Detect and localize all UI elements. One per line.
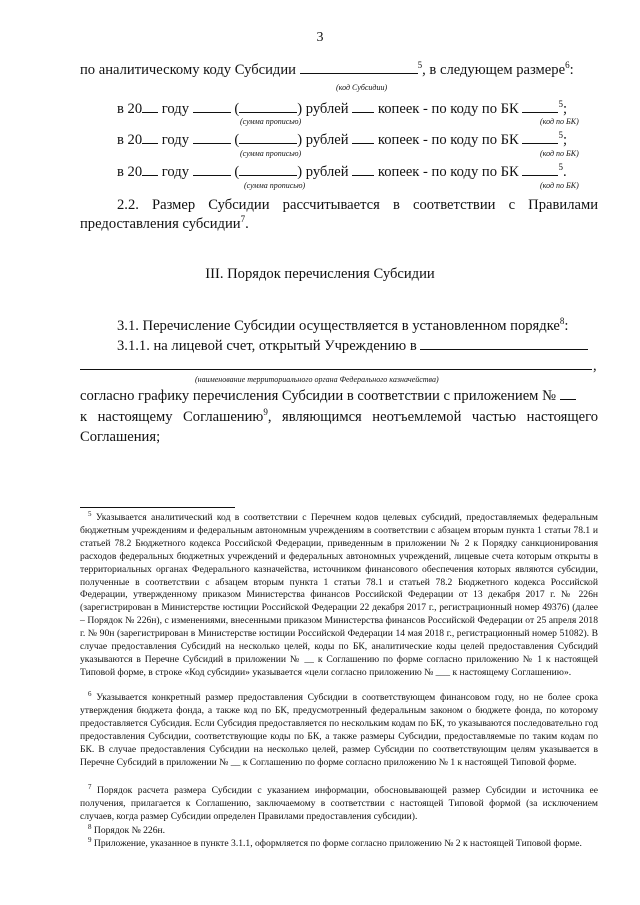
- amount-words-blank: [239, 101, 297, 113]
- bk-code-blank: [522, 164, 558, 176]
- paragraph-3-1-1-line3: [80, 409, 598, 426]
- footnote-number: 6: [88, 689, 92, 698]
- footnote-ref-5: 5: [558, 162, 563, 173]
- amount-digits-blank: [193, 101, 231, 113]
- year-blank: [142, 101, 158, 113]
- paragraph-2-2-line1: 2.2. Размер Субсидии рассчитывается в соответствии с Правилами: [117, 197, 598, 213]
- sum-in-words-caption: (сумма прописью): [240, 117, 302, 126]
- sum-in-words-caption: (сумма прописью): [240, 149, 302, 158]
- footnote-text: Указывается конкретный размер предоставления Субсидии в соответствующем финансовом году, но не более срока утверждения бюджета фонда, а также код по БК, предусмотренный федеральным законом о бюджете фонда, по которому предоставляется Субсидия. Если Субсидия предоставляется по нескольким кодам по БК, то указываются последовательно год предоставления Субсидии, соответствующие коды по БК, а также размеры Субсидии, предоставляемые по таким кодам по БК. В случае предоставления Субсидии на несколько целей, размер Субсидии по соответствующим целям указывается в Перечне Субсидий в приложении № __ к Соглашению по форме согласно приложению № 1 к настоящей Типовой форме.: [80, 692, 598, 768]
- paren-open: (: [234, 132, 240, 148]
- footnote-ref-6: 6: [565, 60, 570, 71]
- amount-words-blank: [239, 132, 297, 144]
- appendix-number-blank: [560, 388, 576, 400]
- year-word: году: [161, 132, 190, 148]
- year-prefix: в 20: [117, 101, 143, 117]
- colon: :: [569, 62, 574, 78]
- footnote-5: [80, 509, 598, 680]
- footnote-6: [80, 689, 598, 769]
- kopecks-blank: [352, 101, 374, 113]
- rubles-label: ) рублей: [297, 132, 349, 148]
- amount-digits-blank: [193, 164, 231, 176]
- footnote-number: 5: [88, 509, 92, 518]
- footnote-separator: [80, 507, 235, 508]
- row-end: .: [562, 164, 567, 180]
- kopecks-bk-label: копеек - по коду по БК: [377, 101, 519, 117]
- footnote-text: Приложение, указанное в пункте 3.1.1, оформляется по форме согласно приложению № 2 к настоящей Типовой форме.: [93, 838, 582, 849]
- treasury-body-line: [80, 369, 592, 370]
- sum-in-words-caption: (сумма прописью): [244, 181, 306, 190]
- footnote-number: 7: [88, 782, 92, 791]
- colon: :: [564, 318, 569, 334]
- paragraph-3-1-1-text: 3.1.1. на лицевой счет, открытый Учреждению в: [117, 338, 417, 354]
- row-end: ;: [562, 132, 567, 148]
- schedule-text: согласно графику перечисления Субсидии в соответствии с приложением №: [80, 388, 556, 404]
- bk-code-caption: (код по БК): [540, 149, 579, 158]
- rubles-label: ) рублей: [297, 164, 349, 180]
- agreement-ref-text: к настоящему Соглашению: [80, 409, 264, 425]
- analytic-code-line: [80, 62, 574, 79]
- footnote-number: 9: [88, 835, 92, 844]
- footnote-ref-5: 5: [558, 130, 563, 141]
- section-title: III. Порядок перечисления Субсидии: [205, 266, 435, 282]
- paragraph-3-1-1-line1: [117, 338, 588, 355]
- comma: ,: [593, 358, 597, 374]
- page-number: 3: [316, 30, 324, 45]
- paragraph-3-1-1-line4: Соглашения;: [80, 429, 161, 445]
- paragraph-2-2-text: предоставления субсидии: [80, 216, 241, 232]
- footnote-7: [80, 782, 599, 824]
- footnote-text: Указывается аналитический код в соответствии с Перечнем кодов целевых субсидий, предоставляемых федеральным бюджетным учреждениям и федеральным автономным учреждениям в соответствии с абзацем вторым пункта 1 статьи 78.1 и статьей 78.2 Бюджетного кодекса Российской Федерации, приведенным в приложении № 2 к Порядку санкционирования расходов федеральных бюджетных учреждений и федеральных автономных учреждений, лицевые счета которым открыты в территориальных органах Федерального казначейства, источником финансового обеспечения которых являются субсидии, полученные в соответствии с абзацем вторым пункта 1 статьи 78.1 и статьей 78.2 Бюджетного кодекса Российской Федерации, утвержденному приказом Министерства финансов Российской Федерации от 13 декабря 2017 г. № 226н (зарегистрирован в Министерстве юстиции Российской Федерации 22 декабря 2017 г., регистрационный номер 49376) (далее – Порядок № 226н), с изменениями, внесенными приказом Министерства финансов Российской Федерации от 25 апреля 2018 г. № 90н (зарегистрирован в Министерстве юстиции Российской Федерации 14 мая 2018 г., регистрационный номер 51082). В случае предоставления Субсидий на несколько целей, коды по БК, аналитические коды целей предоставления Субсидий указываются в Перечне Субсидий в приложении № __ к Соглашению по форме согласно приложению № 1 к настоящей Типовой форме, в строке «Код субсидии» указывается «цели согласно приложению № ___ к настоящему Соглашению».: [80, 512, 598, 678]
- amount-digits-blank: [193, 132, 231, 144]
- rubles-label: ) рублей: [297, 101, 349, 117]
- footnote-9: [80, 835, 598, 851]
- period: .: [245, 216, 249, 232]
- year-row: [117, 132, 567, 149]
- footnote-ref-8: 8: [559, 316, 565, 327]
- kopecks-bk-label: копеек - по коду по БК: [377, 132, 519, 148]
- amount-intro-text: , в следующем размере: [422, 62, 566, 78]
- footnote-ref-5: 5: [417, 60, 423, 71]
- year-word: году: [161, 164, 190, 180]
- kopecks-bk-label: копеек - по коду по БК: [377, 164, 519, 180]
- treasury-body-caption: (наименование территориального органа Федерального казначейства): [195, 375, 439, 384]
- footnote-text: Порядок расчета размера Субсидии с указанием информации, обосновывающей размер Субсидии и источника ее получения, прилагается к Соглашению, заключаемому в соответствии с настоящей Типовой формой (за исключением случаев, когда размер Субсидии определен Правилами предоставления субсидии).: [80, 785, 599, 822]
- subsidy-code-blank: [300, 62, 418, 74]
- year-blank: [142, 132, 158, 144]
- paren-open: (: [234, 164, 240, 180]
- amount-words-blank: [239, 164, 297, 176]
- treasury-body-blank: [420, 338, 588, 350]
- paren-open: (: [234, 101, 240, 117]
- bk-code-caption: (код по БК): [540, 117, 579, 126]
- year-word: году: [161, 101, 190, 117]
- integral-part-text: , являющимся неотъемлемой частью настоящего: [267, 409, 598, 425]
- bk-code-caption: (код по БК): [540, 181, 579, 190]
- year-row: [117, 164, 567, 181]
- footnote-ref-9: 9: [263, 407, 268, 418]
- bk-code-blank: [522, 101, 558, 113]
- footnote-8: [80, 822, 598, 838]
- footnote-text: Порядок № 226н.: [93, 825, 166, 836]
- year-prefix: в 20: [117, 164, 143, 180]
- subsidy-code-caption: (код Субсидии): [336, 83, 388, 92]
- row-end: ;: [562, 101, 567, 117]
- footnote-ref-7: 7: [240, 214, 246, 225]
- year-row: [117, 101, 567, 118]
- analytic-code-text: по аналитическому коду Субсидии: [80, 62, 296, 78]
- bk-code-blank: [522, 132, 558, 144]
- footnote-number: 8: [88, 822, 92, 831]
- paragraph-3-1-text: 3.1. Перечисление Субсидии осуществляется в установленном порядке: [117, 318, 560, 334]
- year-prefix: в 20: [117, 132, 143, 148]
- paragraph-3-1-1-line2: [80, 388, 576, 405]
- paragraph-3-1: [117, 318, 568, 335]
- kopecks-blank: [352, 164, 374, 176]
- paragraph-2-2-line2: [80, 216, 249, 233]
- kopecks-blank: [352, 132, 374, 144]
- footnote-ref-5: 5: [558, 99, 563, 110]
- year-blank: [142, 164, 158, 176]
